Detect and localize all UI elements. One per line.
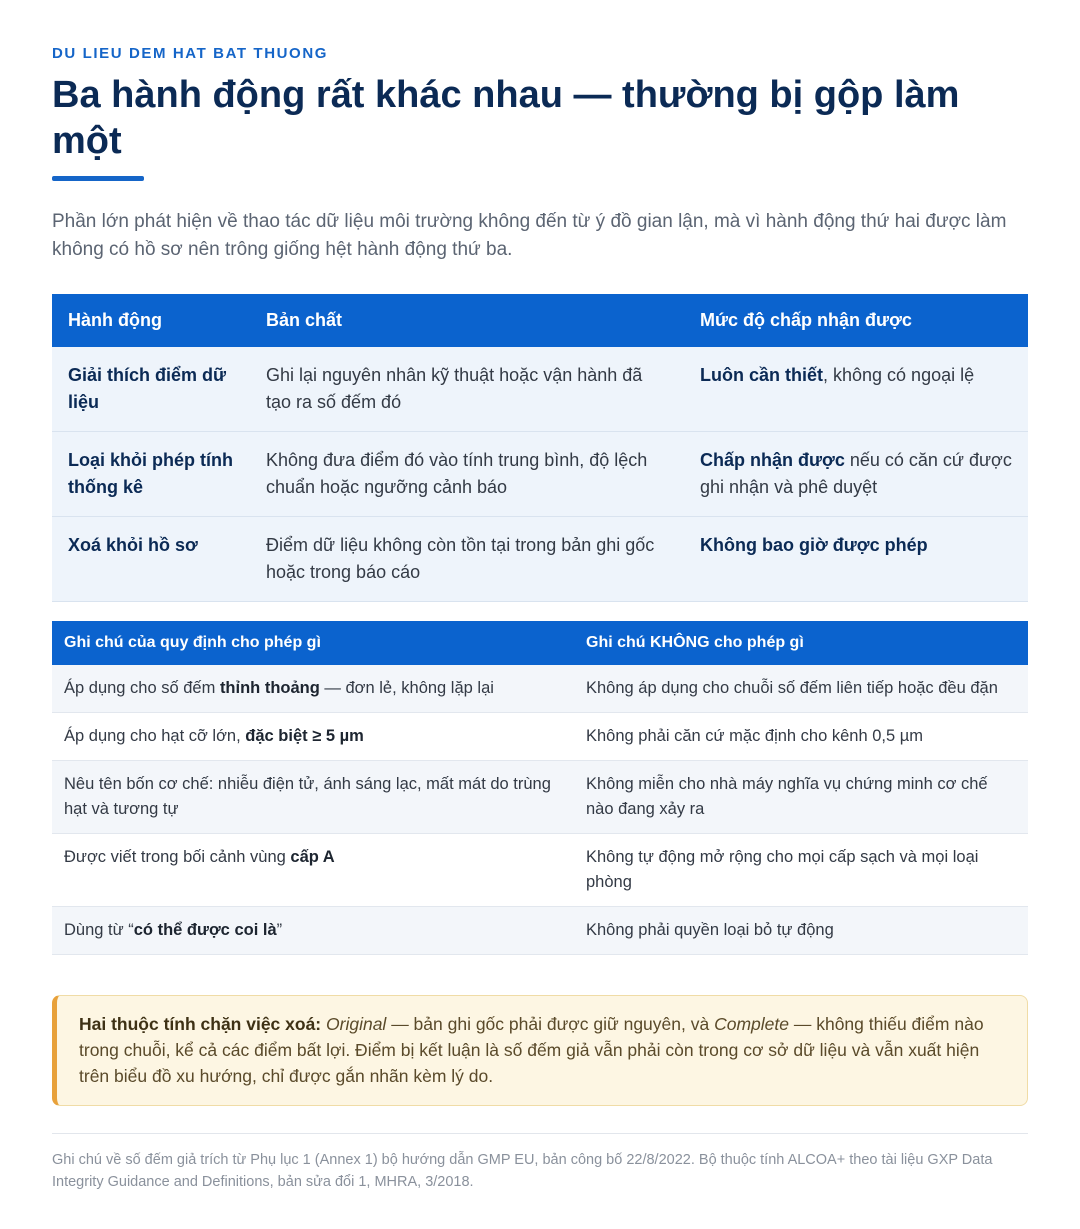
allowed-text: Nêu tên bốn cơ chế: nhiễu điện tử, ánh sáng lạc, mất mát do trùng hạt và tương tự xyxy=(64,775,551,818)
allowed-cell xyxy=(52,665,574,713)
table-row xyxy=(52,834,1028,907)
intro-paragraph: Phần lớn phát hiện về thao tác dữ liệu môi trường không đến từ ý đồ gian lận, mà vì hành động thứ hai được làm không có hồ sơ nên trông giống hệt hành động thứ ba. xyxy=(52,211,1007,260)
allowed-cell xyxy=(52,713,574,761)
allowed-text-tail: ” xyxy=(276,921,283,939)
allowed-emphasis: cấp A xyxy=(290,848,335,866)
column-header-action: Hành động xyxy=(52,294,250,347)
table-row xyxy=(52,907,1028,955)
column-header-allowed: Ghi chú của quy định cho phép gì xyxy=(52,621,574,665)
callout-text-tail: — không thiếu điểm nào trong chuỗi, kể cả các điểm bất lợi. Điểm bị kết luận là số đếm giả vẫn phải còn trong cơ sở dữ liệu và vẫn xuất hiện trên biểu đồ xu hướng, chỉ được gắn nhãn kèm lý do. xyxy=(79,1014,984,1086)
callout-lead: Hai thuộc tính chặn việc xoá: xyxy=(79,1014,322,1034)
allowed-text: Áp dụng cho số đếm xyxy=(64,679,220,697)
not-allowed-cell: Không phải quyền loại bỏ tự động xyxy=(574,907,1028,955)
allowed-emphasis: thỉnh thoảng xyxy=(219,679,320,697)
table-row xyxy=(52,517,1028,602)
footnote-divider xyxy=(52,1133,1028,1134)
page-title: Ba hành động rất khác nhau — thường bị gộp làm một xyxy=(52,74,960,162)
not-allowed-cell: Không miễn cho nhà máy nghĩa vụ chứng minh cơ chế nào đang xảy ra xyxy=(574,761,1028,834)
permission-table xyxy=(52,621,1028,955)
action-acceptability xyxy=(684,432,1028,517)
not-allowed-cell: Không phải căn cứ mặc định cho kênh 0,5 µm xyxy=(574,713,1028,761)
allowed-cell xyxy=(52,761,574,834)
allowed-emphasis: đặc biệt ≥ 5 µm xyxy=(245,727,364,745)
allowed-cell xyxy=(52,834,574,907)
action-name: Loại khỏi phép tính thống kê xyxy=(52,432,250,517)
allowed-cell xyxy=(52,907,574,955)
acceptability-note: , không có ngoại lệ xyxy=(823,365,975,385)
callout-text: — bản ghi gốc phải được giữ nguyên, và xyxy=(386,1014,715,1034)
title-underline xyxy=(52,176,144,181)
action-name: Xoá khỏi hồ sơ xyxy=(52,517,250,602)
action-nature: Ghi lại nguyên nhân kỹ thuật hoặc vận hành đã tạo ra số đếm đó xyxy=(250,347,684,432)
column-header-acceptability: Mức độ chấp nhận được xyxy=(684,294,1028,347)
actions-table-header xyxy=(52,294,1028,347)
table-row xyxy=(52,713,1028,761)
action-nature: Điểm dữ liệu không còn tồn tại trong bản ghi gốc hoặc trong báo cáo xyxy=(250,517,684,602)
callout-term-original: Original xyxy=(326,1014,387,1034)
table-row xyxy=(52,347,1028,432)
acceptability-strong: Không bao giờ được phép xyxy=(700,535,928,555)
callout-box xyxy=(52,995,1028,1106)
allowed-emphasis: có thể được coi là xyxy=(133,921,277,939)
eyebrow-label: DU LIEU DEM HAT BAT THUONG xyxy=(52,45,329,62)
acceptability-strong: Luôn cần thiết xyxy=(700,365,823,385)
callout-term-complete: Complete xyxy=(714,1014,789,1034)
table-row xyxy=(52,432,1028,517)
permission-table-header xyxy=(52,621,1028,665)
allowed-text: Được viết trong bối cảnh vùng xyxy=(64,848,291,866)
actions-table xyxy=(52,294,1028,602)
acceptability-strong: Chấp nhận được xyxy=(700,450,845,470)
acceptability-note: nếu có căn cứ được ghi nhận và phê duyệt xyxy=(700,450,1012,497)
allowed-text: Dùng từ “ xyxy=(64,921,134,939)
column-header-not-allowed: Ghi chú KHÔNG cho phép gì xyxy=(574,621,1028,665)
action-acceptability xyxy=(684,517,1028,602)
action-name: Giải thích điểm dữ liệu xyxy=(52,347,250,432)
not-allowed-cell: Không áp dụng cho chuỗi số đếm liên tiếp hoặc đều đặn xyxy=(574,665,1028,713)
not-allowed-cell: Không tự động mở rộng cho mọi cấp sạch và mọi loại phòng xyxy=(574,834,1028,907)
table-row xyxy=(52,761,1028,834)
footnote: Ghi chú về số đếm giả trích từ Phụ lục 1 (Annex 1) bộ hướng dẫn GMP EU, bản công bố 22/8/2022. Bộ thuộc tính ALCOA+ theo tài liệu GXP Data Integrity Guidance and Definitions, bản sửa đổi 1, MHRA, 3/2018. xyxy=(52,1152,993,1190)
allowed-text: Áp dụng cho hạt cỡ lớn, xyxy=(64,727,246,745)
action-acceptability xyxy=(684,347,1028,432)
action-nature: Không đưa điểm đó vào tính trung bình, độ lệch chuẩn hoặc ngưỡng cảnh báo xyxy=(250,432,684,517)
allowed-text-tail: — đơn lẻ, không lặp lại xyxy=(319,679,494,697)
table-row xyxy=(52,665,1028,713)
column-header-nature: Bản chất xyxy=(250,294,684,347)
